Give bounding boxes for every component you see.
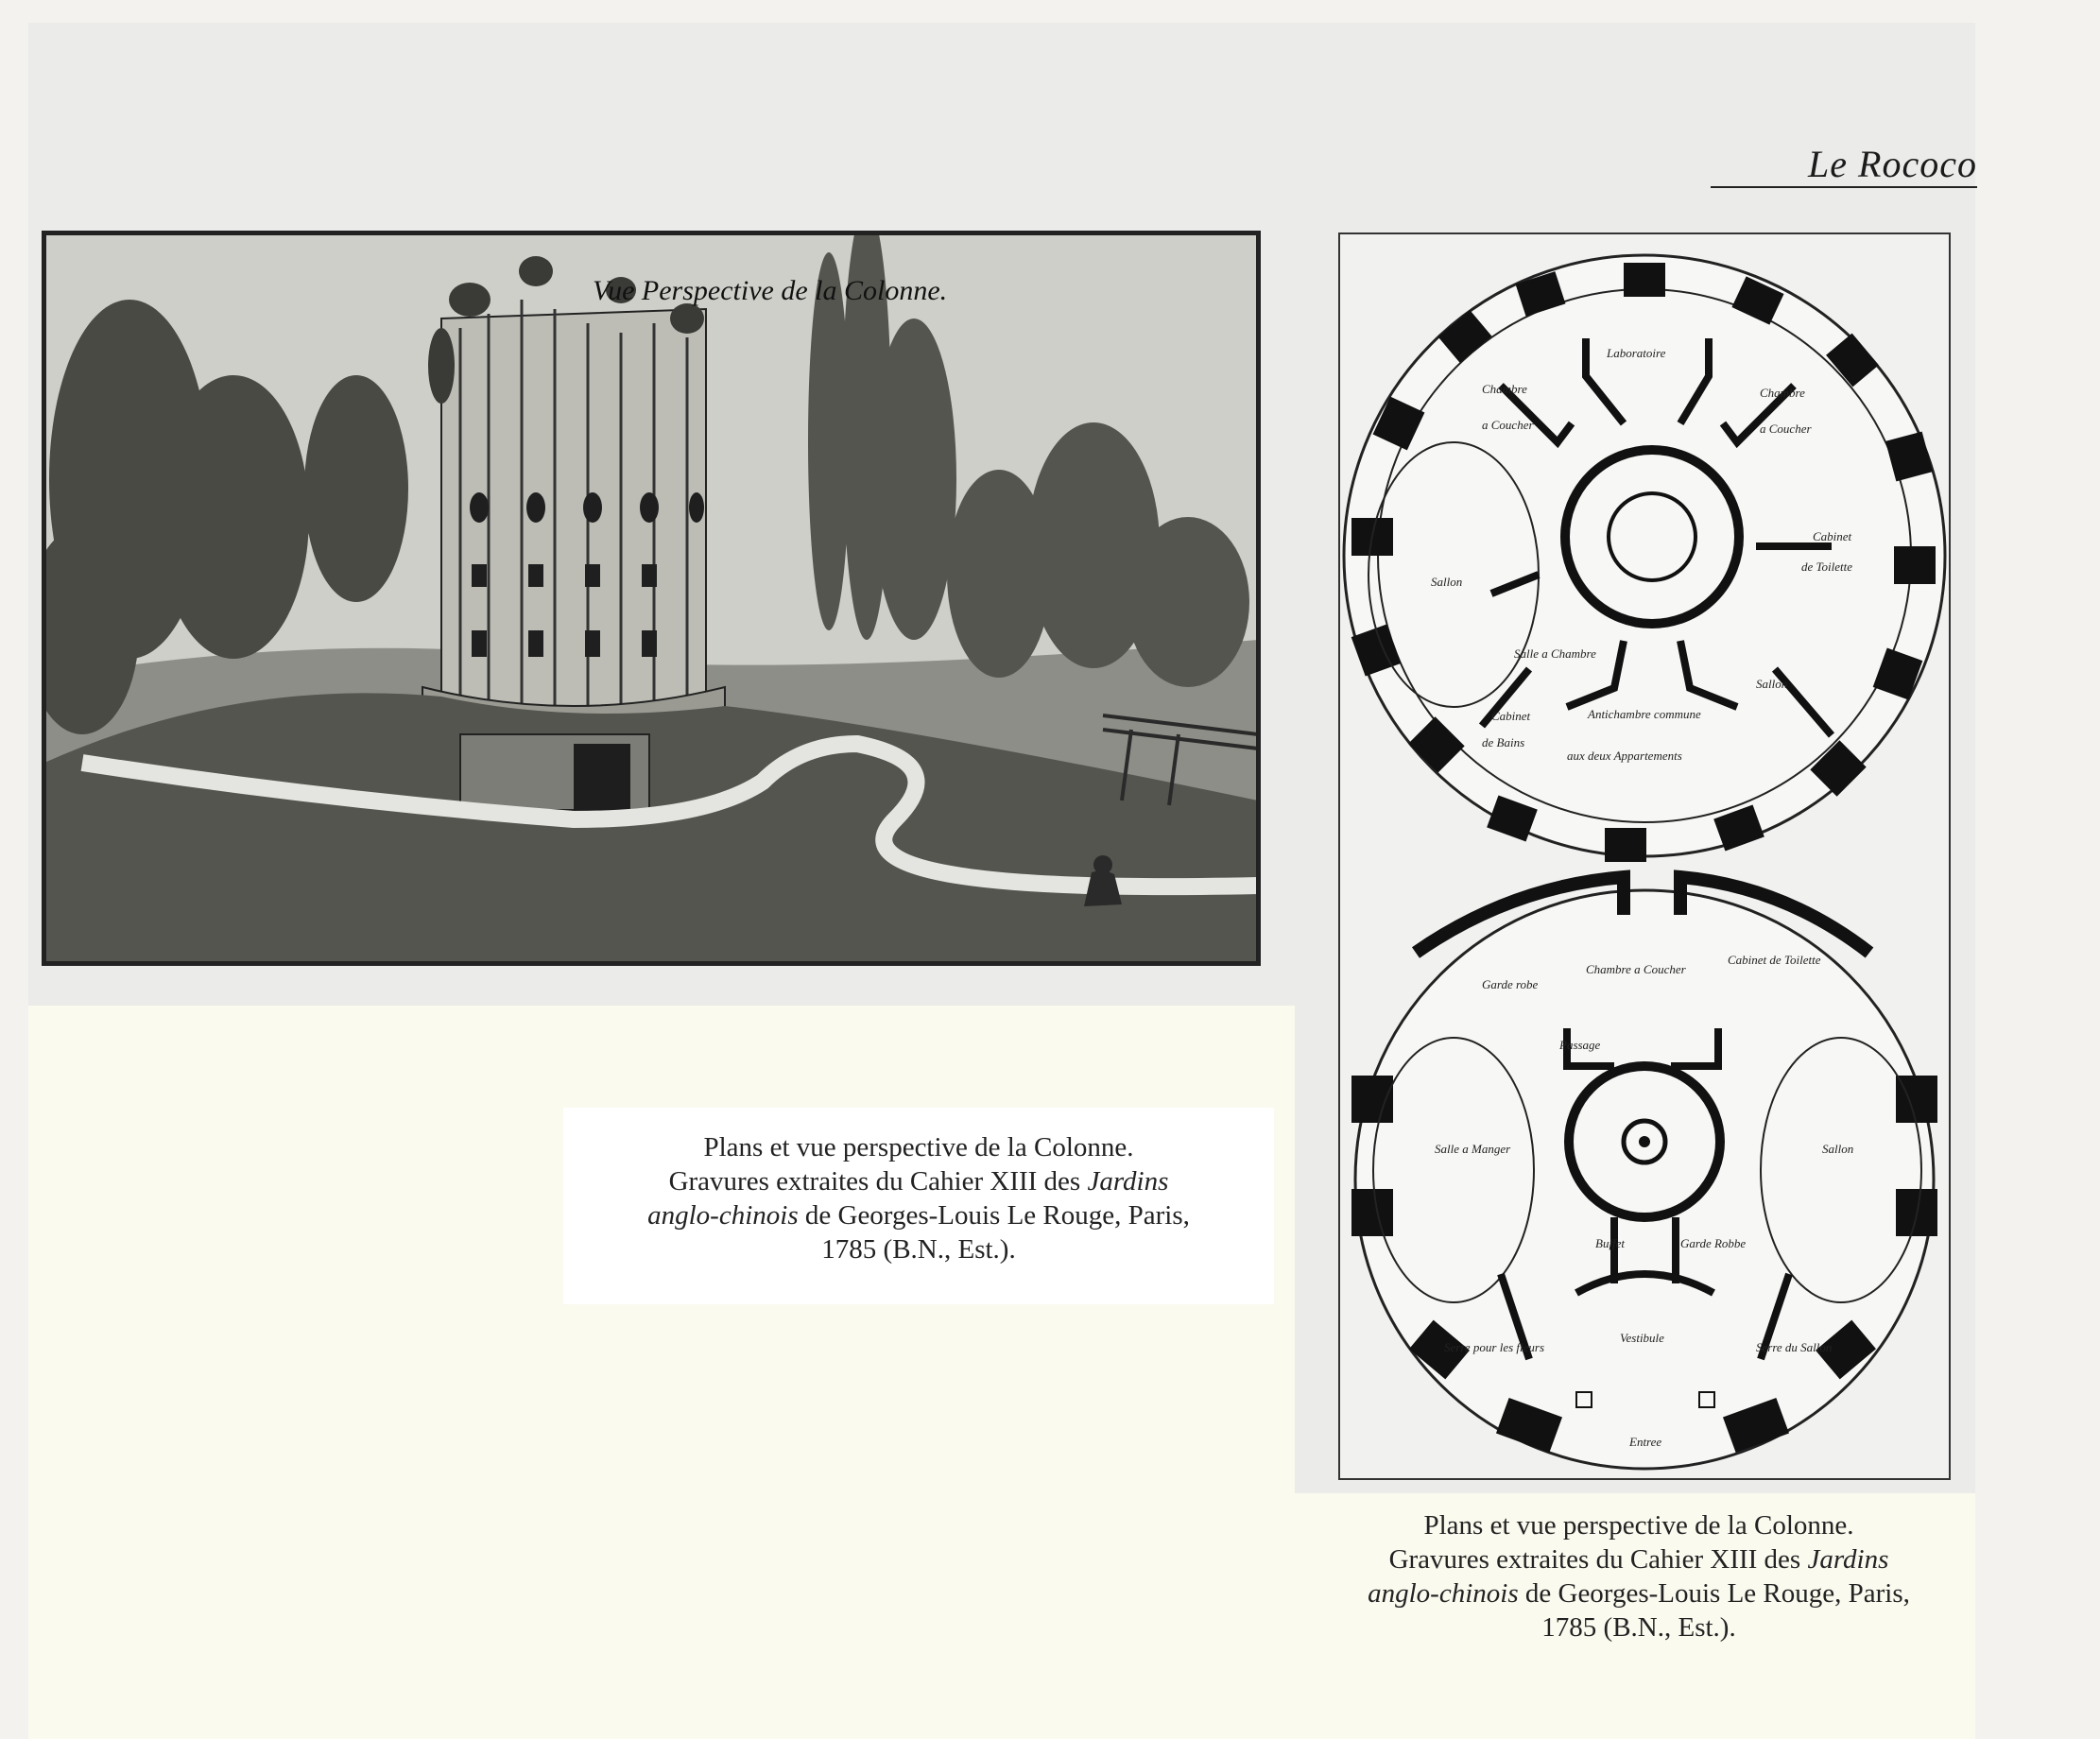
room-label: Garde Robbe bbox=[1680, 1236, 1747, 1250]
engraving-title: Vue Perspective de la Colonne. bbox=[593, 275, 948, 306]
engraving-illustration bbox=[44, 233, 1258, 963]
room-label: Cabinet de Toilette bbox=[1728, 953, 1821, 967]
room-label: aux deux Appartements bbox=[1567, 749, 1682, 763]
floor-plans bbox=[1338, 232, 1951, 1480]
room-label: Cabinet bbox=[1491, 709, 1531, 723]
room-label: Salle a Manger bbox=[1435, 1142, 1511, 1156]
caption-right bbox=[1300, 1508, 1977, 1644]
caption-line: Gravures extraites du Cahier XIII des Jardins bbox=[668, 1166, 1169, 1197]
caption-line: 1785 (B.N., Est.). bbox=[821, 1234, 1016, 1265]
room-label: Antichambre commune bbox=[1588, 707, 1701, 721]
room-label: Cabinet bbox=[1813, 529, 1852, 543]
room-label: a Coucher bbox=[1482, 418, 1534, 432]
room-label: a Coucher bbox=[1760, 422, 1812, 436]
caption-line: anglo-chinois de Georges-Louis Le Rouge, Paris, bbox=[1368, 1578, 1910, 1609]
room-label: Garde robe bbox=[1482, 977, 1539, 991]
room-label: Passage bbox=[1559, 1038, 1601, 1052]
room-label: Sallon bbox=[1756, 677, 1788, 691]
floor-plans-drawing bbox=[1340, 234, 1949, 1478]
section-title: Le Rococo bbox=[1808, 143, 1977, 185]
caption-left bbox=[563, 1130, 1274, 1266]
room-label: Buffet bbox=[1595, 1236, 1626, 1250]
header-rule bbox=[1711, 186, 1977, 188]
caption-line: Gravures extraites du Cahier XIII des Jardins bbox=[1388, 1544, 1889, 1575]
room-label: Vestibule bbox=[1620, 1331, 1664, 1345]
room-label: de Bains bbox=[1482, 735, 1525, 749]
room-label: Entree bbox=[1629, 1435, 1662, 1449]
room-label: Laboratoire bbox=[1607, 346, 1666, 360]
room-label: Salle a Chambre bbox=[1514, 646, 1596, 661]
room-label: Sallon bbox=[1822, 1142, 1854, 1156]
caption-line: Plans et vue perspective de la Colonne. bbox=[703, 1132, 1134, 1162]
room-label: Serre du Sallon bbox=[1756, 1340, 1833, 1354]
room-label: Sallon bbox=[1431, 575, 1463, 589]
room-label: de Toilette bbox=[1801, 560, 1853, 574]
caption-line: 1785 (B.N., Est.). bbox=[1541, 1612, 1736, 1643]
caption-line: Plans et vue perspective de la Colonne. bbox=[1423, 1510, 1854, 1541]
room-label: Chambre bbox=[1760, 386, 1805, 400]
engraving-perspective-view bbox=[42, 231, 1261, 966]
room-label: Chambre a Coucher bbox=[1586, 962, 1686, 976]
caption-line: anglo-chinois de Georges-Louis Le Rouge, Paris, bbox=[647, 1200, 1190, 1231]
room-label: Chambre bbox=[1482, 382, 1527, 396]
room-label: Serre pour les fleurs bbox=[1444, 1340, 1545, 1354]
